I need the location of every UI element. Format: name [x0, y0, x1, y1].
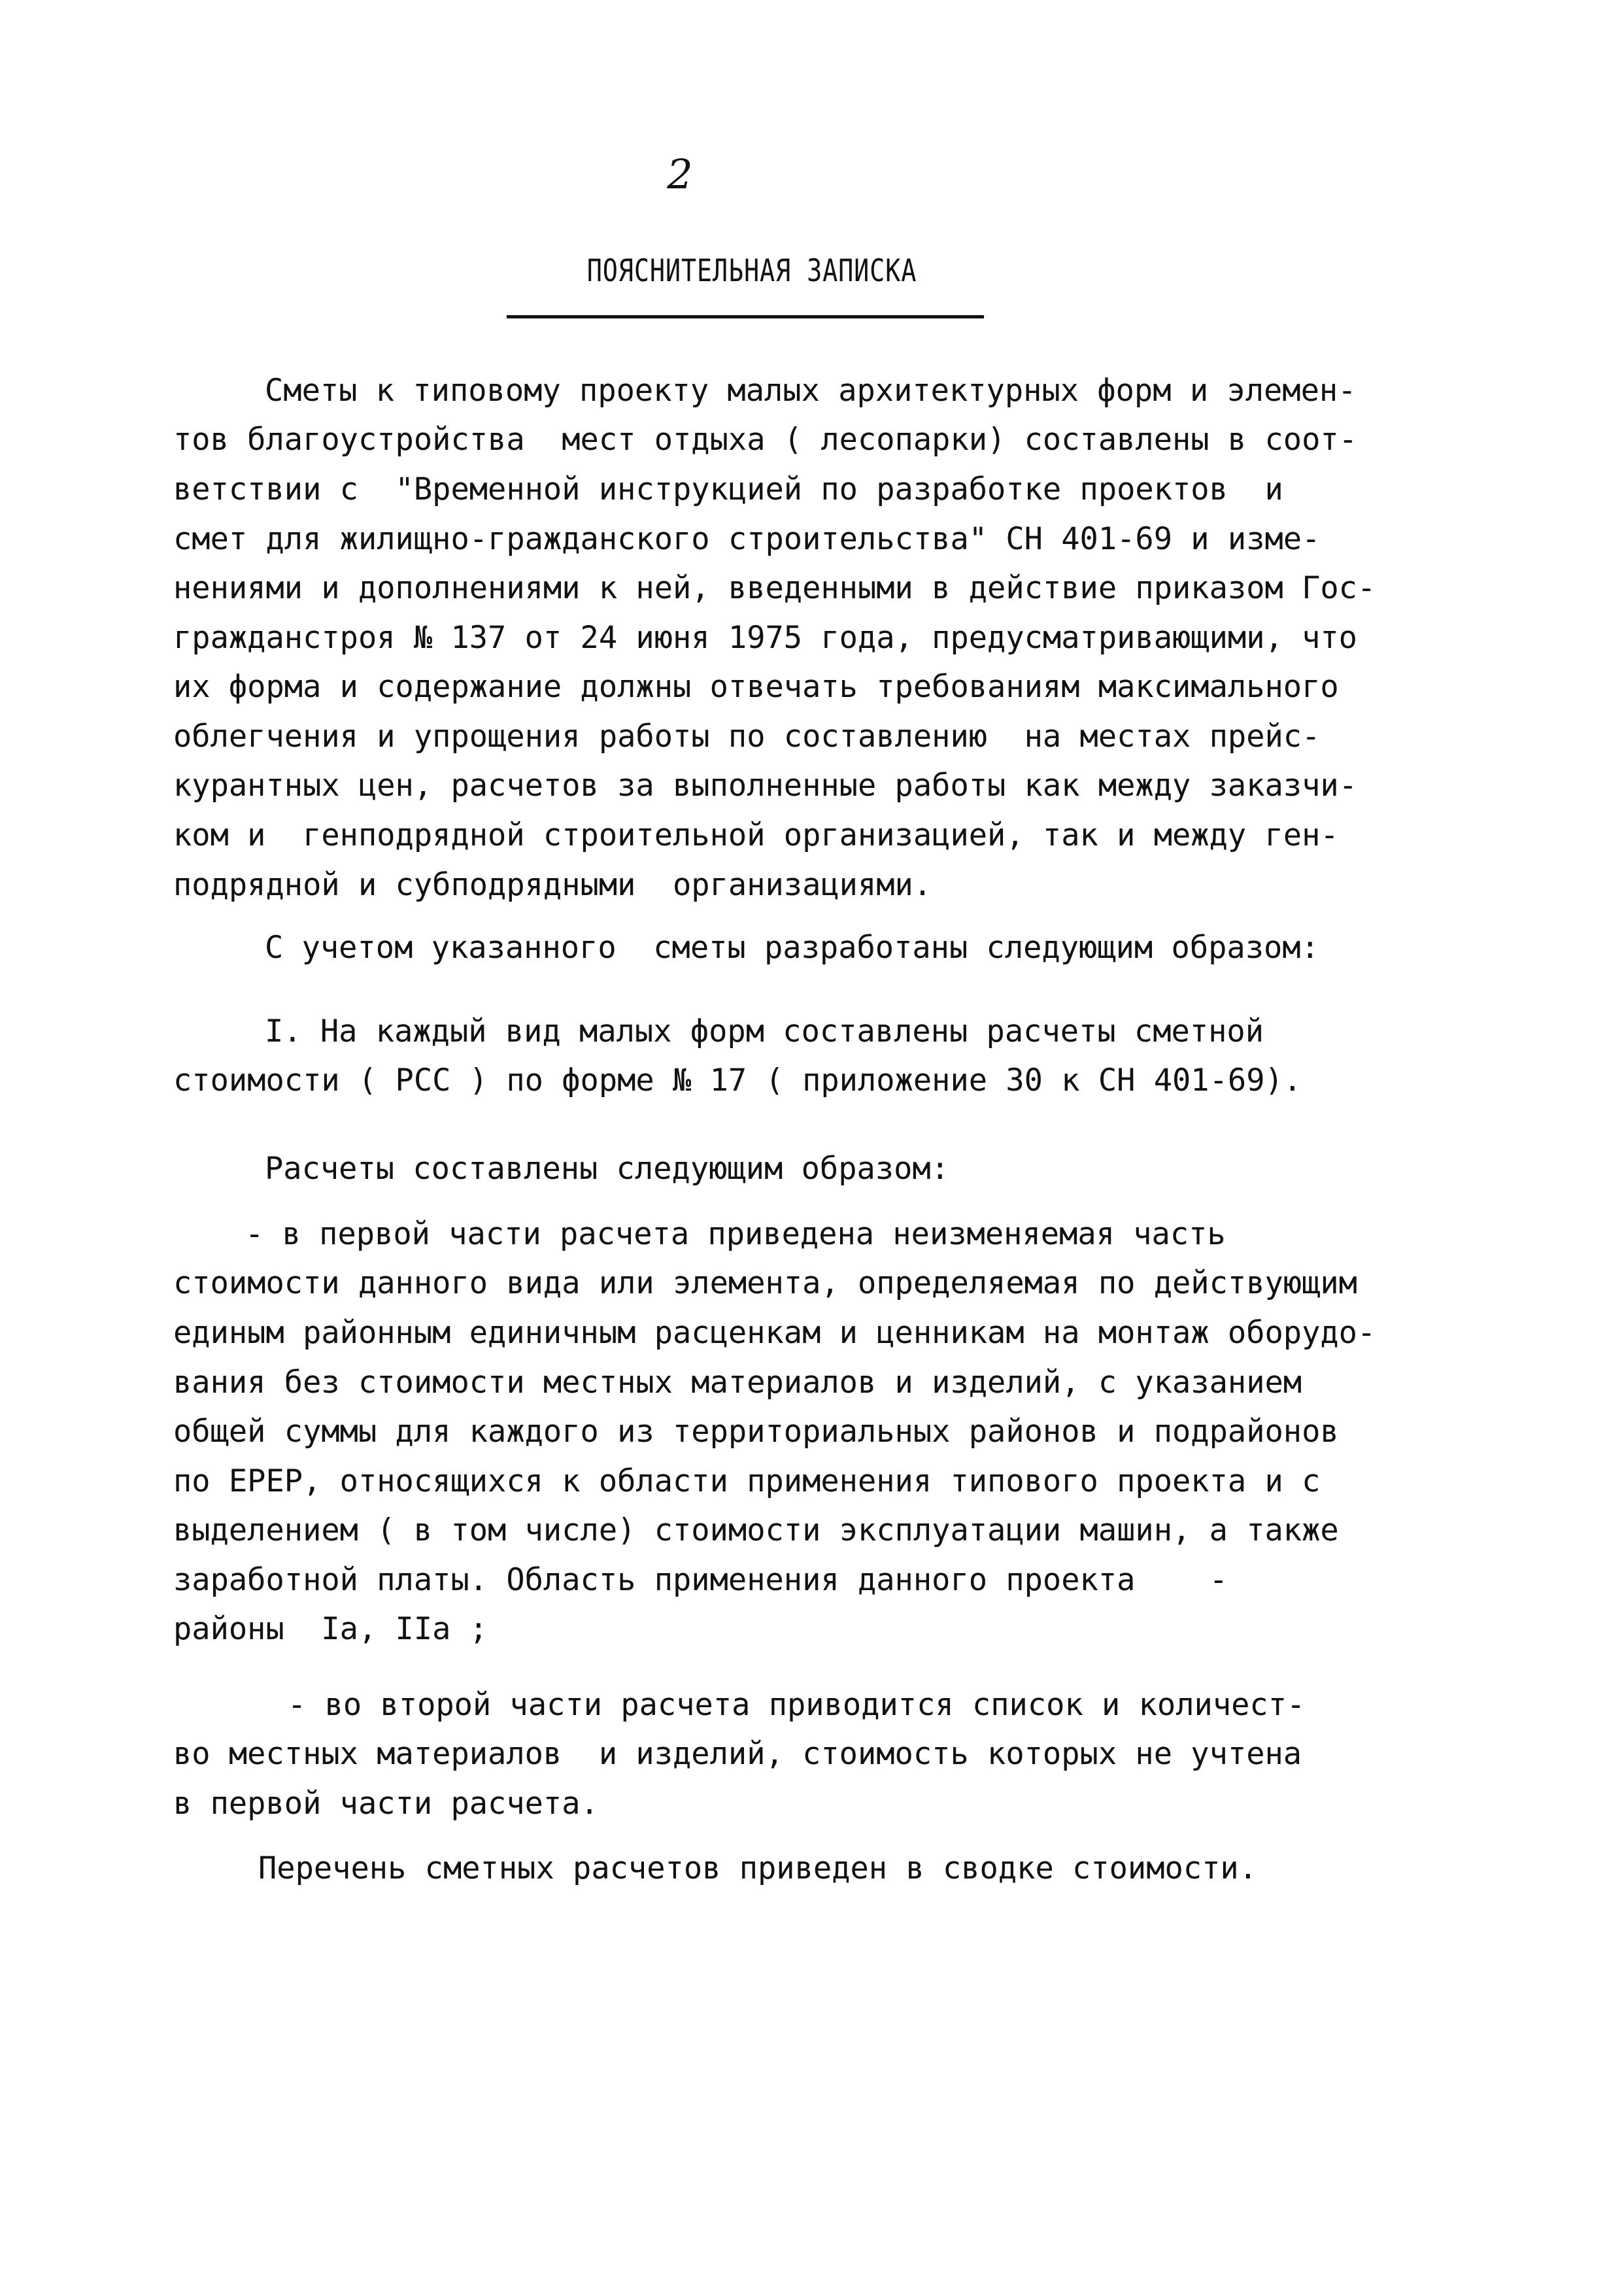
intro-line-8: облегчения и упрощения работы по составлению на местах прейс- — [173, 719, 1321, 755]
dash-2-line-2: во местных материалов и изделий, стоимость которых не учтена — [173, 1736, 1302, 1772]
dash-2-line-3: в первой части расчета. — [173, 1786, 599, 1822]
dash-1-line-4: вания без стоимости местных материалов и изделий, с указанием — [173, 1365, 1302, 1401]
item-1-line-1: I. На каждый вид малых форм составлены расчеты сметной — [265, 1013, 1264, 1049]
dash-1-line-7: выделением ( в том числе) стоимости эксплуатации машин, а также — [173, 1512, 1339, 1548]
calc-intro: Расчеты составлены следующим образом: — [265, 1151, 949, 1187]
dash-1-line-8: заработной платы. Область применения данного проекта - — [173, 1562, 1228, 1598]
item-1-line-2: стоимости ( РСС ) по форме № 17 ( приложение 30 к СН 401-69). — [173, 1062, 1302, 1098]
intro-line-1: Сметы к типовому проекту малых архитектурных форм и элемен- — [265, 373, 1357, 409]
intro-line-3: ветствии с "Временной инструкцией по разработке проектов и — [173, 471, 1283, 507]
intro-line-7: их форма и содержание должны отвечать требованиям максимального — [173, 669, 1339, 705]
intro-line-6: гражданстроя № 137 от 24 июня 1975 года, предусматривающими, что — [173, 620, 1357, 656]
dash-2-line-1: - во второй части расчета приводится список и количест- — [288, 1687, 1306, 1723]
dash-1-line-6: по ЕРЕР, относящихся к области применения типового проекта и с — [173, 1463, 1321, 1499]
intro-line-2: тов благоустройства мест отдыха ( лесопарки) составлены в соот- — [173, 422, 1357, 458]
intro-line-11: подрядной и субподрядными организациями. — [173, 867, 932, 903]
dash-1-line-3: единым районным единичным расценкам и ценникам на монтаж оборудо- — [173, 1315, 1376, 1351]
intro-line-4: смет для жилищно-гражданского строительства" СН 401-69 и изме- — [173, 521, 1321, 557]
paragraph-with-account: С учетом указанного сметы разработаны следующим образом: — [265, 930, 1319, 966]
dash-1-line-2: стоимости данного вида или элемента, определяемая по действующим — [173, 1265, 1357, 1301]
intro-line-10: ком и генподрядной строительной организацией, так и между ген- — [173, 817, 1339, 853]
dash-1-line-1: - в первой части расчета приведена неизменяемая часть — [245, 1216, 1226, 1252]
dash-1-line-9: районы Iа, IIа ; — [173, 1611, 488, 1647]
document-title: ПОЯСНИТЕЛЬНАЯ ЗАПИСКА — [586, 253, 917, 289]
intro-line-5: нениями и дополнениями к ней, введенными в действие приказом Гос- — [173, 570, 1376, 606]
page-number: 2 — [667, 150, 693, 198]
intro-line-9: курантных цен, расчетов за выполненные работы как между заказчи- — [173, 768, 1357, 804]
title-underline — [507, 315, 984, 318]
final-paragraph: Перечень сметных расчетов приведен в сводке стоимости. — [258, 1850, 1258, 1886]
dash-1-line-5: общей суммы для каждого из территориальных районов и подрайонов — [173, 1414, 1339, 1450]
